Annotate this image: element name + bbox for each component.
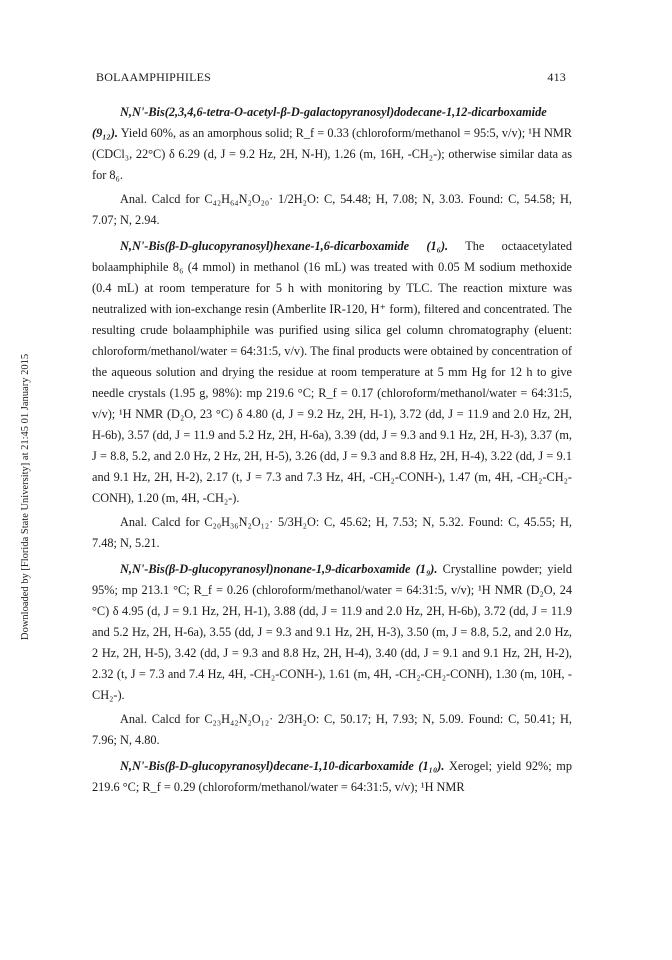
- compound-title: N,N'-Bis(β-D-glucopyranosyl)hexane-1,6-dicarboxamide (1₆).: [120, 239, 449, 253]
- page-number: 413: [547, 70, 566, 84]
- article-body: [92, 102, 572, 801]
- compound-paragraph-1-10: [92, 756, 572, 798]
- download-watermark: Downloaded by [Florida State University] at 21:45 01 January 2015: [20, 353, 31, 640]
- elemental-analysis-9-12: Anal. Calcd for C₄₂H₆₄N₂O₂₀· 1/2H₂O: C, 54.48; H, 7.08; N, 3.03. Found: C, 54.58; H, 7.07; N, 2.94.: [92, 192, 572, 227]
- compound-paragraph-1-9: [92, 559, 572, 706]
- compound-paragraph-9-12: [92, 102, 572, 186]
- journal-section-title: BOLAAMPHIPHILES: [96, 70, 212, 84]
- compound-title: N,N'-Bis(β-D-glucopyranosyl)decane-1,10-dicarboxamide (1₁₀).: [120, 759, 445, 773]
- compound-description: Yield 60%, as an amorphous solid; R_f = 0.33 (chloroform/methanol = 95:5, v/v); ¹H NMR (CDCl₃, 22°C) δ 6.29 (d, J = 9.2 Hz, 2H, N-H), 1.26 (m, 16H, -CH₂-); otherwise similar data as for 8₆.: [92, 126, 572, 182]
- compound-description: The octaacetylated bolaamphiphile 8₆ (4 mmol) in methanol (16 mL) was treated with 0.05 M sodium methoxide (0.4 mL) at room temperature for 5 h with monitoring by TLC. The reaction mixture was neutralized with ion-exchange resin (Amberlite IR-120, H⁺ form), filtered and concentrated. The resulting crude bolaamphiphile was purified using silica gel column chromatography (eluent: chloroform/methanol/water = 64:31:5, v/v). The final products were obtained by concentration of the aqueous solution and drying the residue at room temperature at 5 mm Hg for 12 h to give needle crystals (1.95 g, 98%): mp 219.6 °C; R_f = 0.17 (chloroform/methanol/water = 64:31:5, v/v); ¹H NMR (D₂O, 23 °C) δ 4.80 (d, J = 9.2 Hz, 2H, H-1), 3.72 (dd, J = 11.9 and 2.0 Hz, 2H, H-6b), 3.57 (dd, J = 11.9 and 5.2 Hz, 2H, H-6a), 3.39 (dd, J = 9.3 and 9.1 Hz, 2H, H-3), 3.37 (m, J = 8.8, 5.2, and 2.0 Hz, 2 Hz, 2H, H-5), 3.26 (dd, J = 9.3 and 8.8 Hz, 2H, H-4), 3.22 (dd, J = 9.1 and 9.1 Hz, 2H, H-2), 2.17 (t, J = 7.3 and 7.3 Hz, 4H, -CH₂-CONH-), 1.47 (m, 4H, -CH₂-CH₂-CONH), 1.20 (m, 4H, -CH₂-).: [92, 239, 572, 505]
- compound-title: N,N'-Bis(β-D-glucopyranosyl)nonane-1,9-dicarboxamide (1₉).: [120, 562, 438, 576]
- compound-description: Xerogel; yield 92%; mp 219.6 °C; R_f = 0.29 (chloroform/methanol/water = 64:31:5, v/v); ¹H NMR: [92, 759, 572, 794]
- compound-title: N,N'-Bis(2,3,4,6-tetra-O-acetyl-β-D-galactopyranosyl)dodecane-1,12-dicarboxamide (9₁₂).: [92, 105, 547, 140]
- running-header: [96, 70, 566, 85]
- elemental-analysis-1-6: Anal. Calcd for C₂₀H₃₆N₂O₁₂· 5/3H₂O: C, 45.62; H, 7.53; N, 5.32. Found: C, 45.55; H, 7.48; N, 5.21.: [92, 515, 572, 550]
- elemental-analysis-1-9: Anal. Calcd for C₂₃H₄₂N₂O₁₂· 2/3H₂O: C, 50.17; H, 7.93; N, 5.09. Found: C, 50.41; H, 7.96; N, 4.80.: [92, 712, 572, 747]
- compound-paragraph-1-6: [92, 236, 572, 509]
- compound-description: Crystalline powder; yield 95%; mp 213.1 °C; R_f = 0.26 (chloroform/methanol/water = 64:31:5, v/v); ¹H NMR (D₂O, 24 °C) δ 4.95 (d, J = 9.1 Hz, 2H, H-1), 3.88 (dd, J = 11.9 and 2.0 Hz, 2H, H-6b), 3.72 (dd, J = 11.9 and 5.2 Hz, 2H, H-6a), 3.55 (dd, J = 9.3 and 9.1 Hz, 2H, H-3), 3.50 (m, J = 8.8, 5.2, and 2.0 Hz, 2 Hz, 2H, H-5), 3.42 (dd, J = 9.3 and 8.8 Hz, 2H, H-4), 3.40 (dd, J = 9.1 and 9.1 Hz, 2H, H-2), 2.32 (t, J = 7.3 and 7.4 Hz, 4H, -CH₂-CONH-), 1.61 (m, 4H, -CH₂-CH₂-CONH), 1.30 (m, 10H, -CH₂-).: [92, 562, 572, 702]
